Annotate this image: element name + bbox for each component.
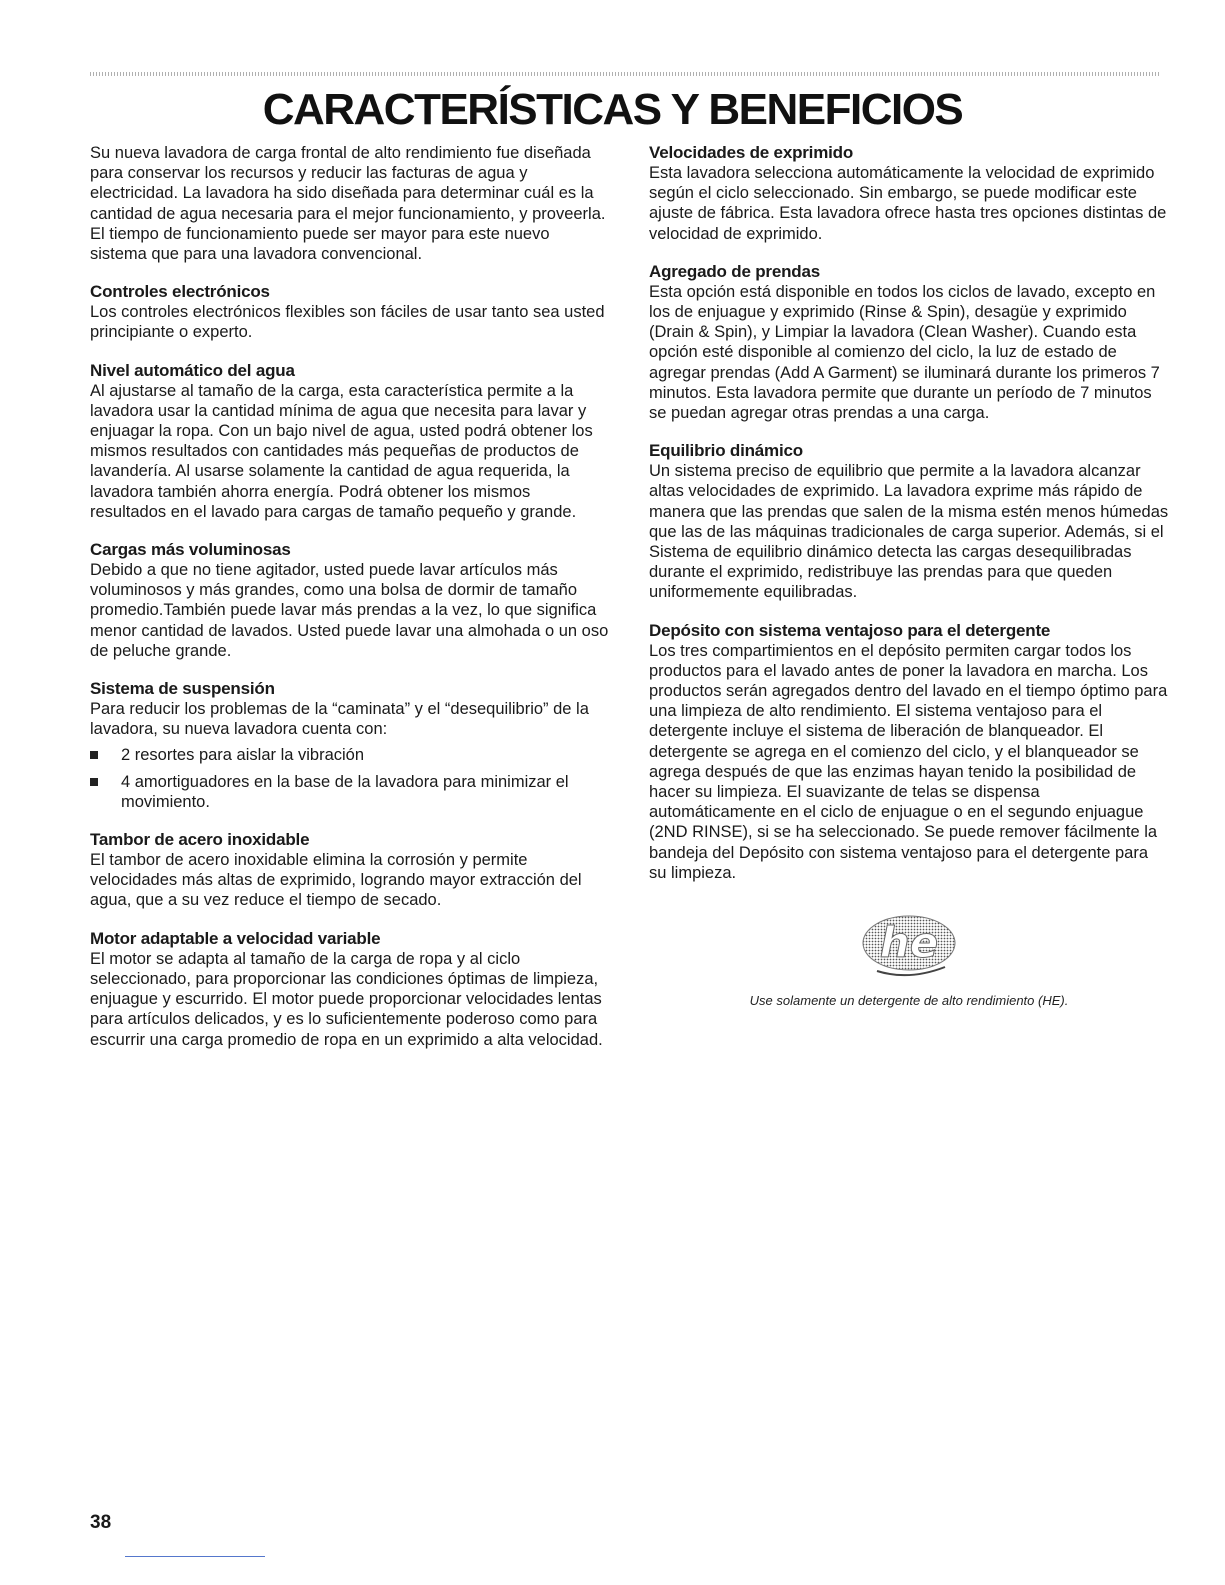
text-suspension: Para reducir los problemas de la “caminata” y el “desequilibrio” de la lavadora, su nueva lavadora cuenta con: [90, 700, 589, 739]
heading-nivel-agua: Nivel automático del agua [90, 360, 295, 380]
page-number: 38 [90, 1512, 112, 1533]
bullet-square-icon [90, 751, 98, 759]
section-velocidades [649, 143, 1169, 244]
section-tambor [90, 830, 610, 911]
intro-paragraph: Su nueva lavadora de carga frontal de alto rendimiento fue diseñada para conservar los recursos y reducir las facturas de agua y electricidad. La lavadora ha sido diseñada para determinar cuál es la cantidad de agua necesaria para el mejor funcionamiento, y proveerla. El tiempo de funcionamiento puede ser mayor para este nuevo sistema que para una lavadora convencional. [90, 144, 606, 264]
section-agregado [649, 262, 1169, 423]
section-equilibrio [649, 441, 1169, 602]
section-nivel-agua [90, 361, 610, 522]
he-logo-text: he [879, 918, 939, 968]
he-logo-icon [859, 907, 959, 987]
heading-cargas: Cargas más voluminosas [90, 540, 291, 560]
page-title: CARACTERÍSTICAS Y BENEFICIOS [262, 85, 963, 134]
right-column [649, 143, 1169, 1008]
heading-suspension: Sistema de suspensión [90, 679, 275, 699]
bullet-square-icon [90, 778, 98, 786]
heading-motor: Motor adaptable a velocidad variable [90, 928, 381, 948]
list-item [90, 772, 610, 812]
heading-tambor: Tambor de acero inoxidable [90, 830, 310, 850]
text-equilibrio: Un sistema preciso de equilibrio que permite a la lavadora alcanzar altas velocidades de exprimido. La lavadora exprime más rápido de manera que las prendas que salen de la misma estén menos húmedas que las de las máquinas tradicionales de carga superior. Además, si el Sistema de equilibrio dinámico detecta las cargas desequilibradas durante el exprimido, redistribuye las prendas para que queden uniformemente equilibradas. [649, 462, 1169, 602]
section-motor [90, 929, 610, 1050]
section-suspension [90, 679, 610, 812]
heading-deposito: Depósito con sistema ventajoso para el detergente [649, 620, 1051, 640]
text-cargas: Debido a que no tiene agitador, usted puede lavar artículos más voluminosos y más grandes, como una bolsa de dormir de tamaño promedio.También puede lavar más prendas a la vez, lo que significa menor cantidad de lavados. Usted puede lavar una almohada o un oso de peluche grande. [90, 561, 609, 660]
text-nivel-agua: Al ajustarse al tamaño de la carga, esta característica permite a la lavadora usar la cantidad mínima de agua que necesita para lavar y enjuagar la ropa. Con un bajo nivel de agua, usted podrá obtener los mismos resultados con cantidades más pequeñas de productos de lavandería. Al usarse solamente la cantidad de agua requerida, la lavadora también ahorra energía. Podrá obtener los mismos resultados en el lavado para cargas de tamaño pequeño y grande. [90, 381, 593, 521]
text-tambor: El tambor de acero inoxidable elimina la corrosión y permite velocidades más altas de exprimido, logrando mayor extracción del agua, que a su vez reduce el tiempo de secado. [90, 851, 582, 910]
heading-equilibrio: Equilibrio dinámico [649, 441, 803, 461]
section-cargas [90, 540, 610, 661]
text-controles: Los controles electrónicos flexibles son fáciles de usar tanto sea usted principiante o experto. [90, 303, 605, 342]
heading-controles: Controles electrónicos [90, 282, 270, 302]
section-deposito [649, 621, 1169, 883]
bullet-text: 4 amortiguadores en la base de la lavadora para minimizar el movimiento. [121, 772, 569, 811]
text-agregado: Esta opción está disponible en todos los ciclos de lavado, excepto en los de enjuague y exprimido (Rinse & Spin), desagüe y exprimido (Drain & Spin), y Limpiar la lavadora (Clean Washer). Cuando esta opción esté disponible al comienzo del ciclo, la luz de estado de agregar prendas (Add A Garment) se iluminará durante los primeros 7 minutos. Esta lavadora permite que durante un período de 7 minutos se puedan agregar otras prendas a una carga. [649, 282, 1160, 423]
top-dotted-rule [90, 72, 1160, 76]
text-velocidades: Esta lavadora selecciona automáticamente la velocidad de exprimido según el ciclo seleccionado. Sin embargo, se puede modificar este ajuste de fábrica. Esta lavadora ofrece hasta tres opciones distintas de velocidad de exprimido. [649, 164, 1167, 243]
footer-rule [125, 1556, 265, 1557]
heading-velocidades: Velocidades de exprimido [649, 143, 853, 162]
text-deposito: Los tres compartimientos en el depósito permiten cargar todos los productos para el lavado antes de poner la lavadora en marcha. Los productos serán agregados dentro del lavado en el tiempo óptimo para una limpieza de alto rendimiento. El sistema ventajoso para el detergente incluye el sistema de liberación de blanqueador. El detergente se agrega en el comienzo del ciclo, y el blanqueador se agrega después de que las enzimas hayan tenido la posibilidad de hacer su limpieza. El suavizante de telas se dispensa automáticamente en el ciclo de enjuague o en el segundo enjuague (2ND RINSE), si se ha seleccionado. Se puede remover fácilmente la bandeja del Depósito con sistema ventajoso para el detergente para su limpieza. [649, 641, 1168, 882]
text-motor: El motor se adapta al tamaño de la carga de ropa y al ciclo seleccionado, para proporcionar las condiciones óptimas de limpieza, enjuague y escurrido. El motor puede proporcionar velocidades lentas para artículos delicados, y es lo suficientemente poderoso como para escurrir una carga promedio de ropa en un exprimido a alta velocidad. [90, 949, 603, 1049]
heading-agregado: Agregado de prendas [649, 261, 820, 281]
logo-caption: Use solamente un detergente de alto rendimiento (HE). [749, 993, 1069, 1009]
suspension-list [90, 745, 610, 812]
left-column [90, 143, 610, 1050]
bullet-text: 2 resortes para aislar la vibración [121, 746, 365, 765]
section-controles [90, 282, 610, 342]
list-item [90, 745, 610, 765]
